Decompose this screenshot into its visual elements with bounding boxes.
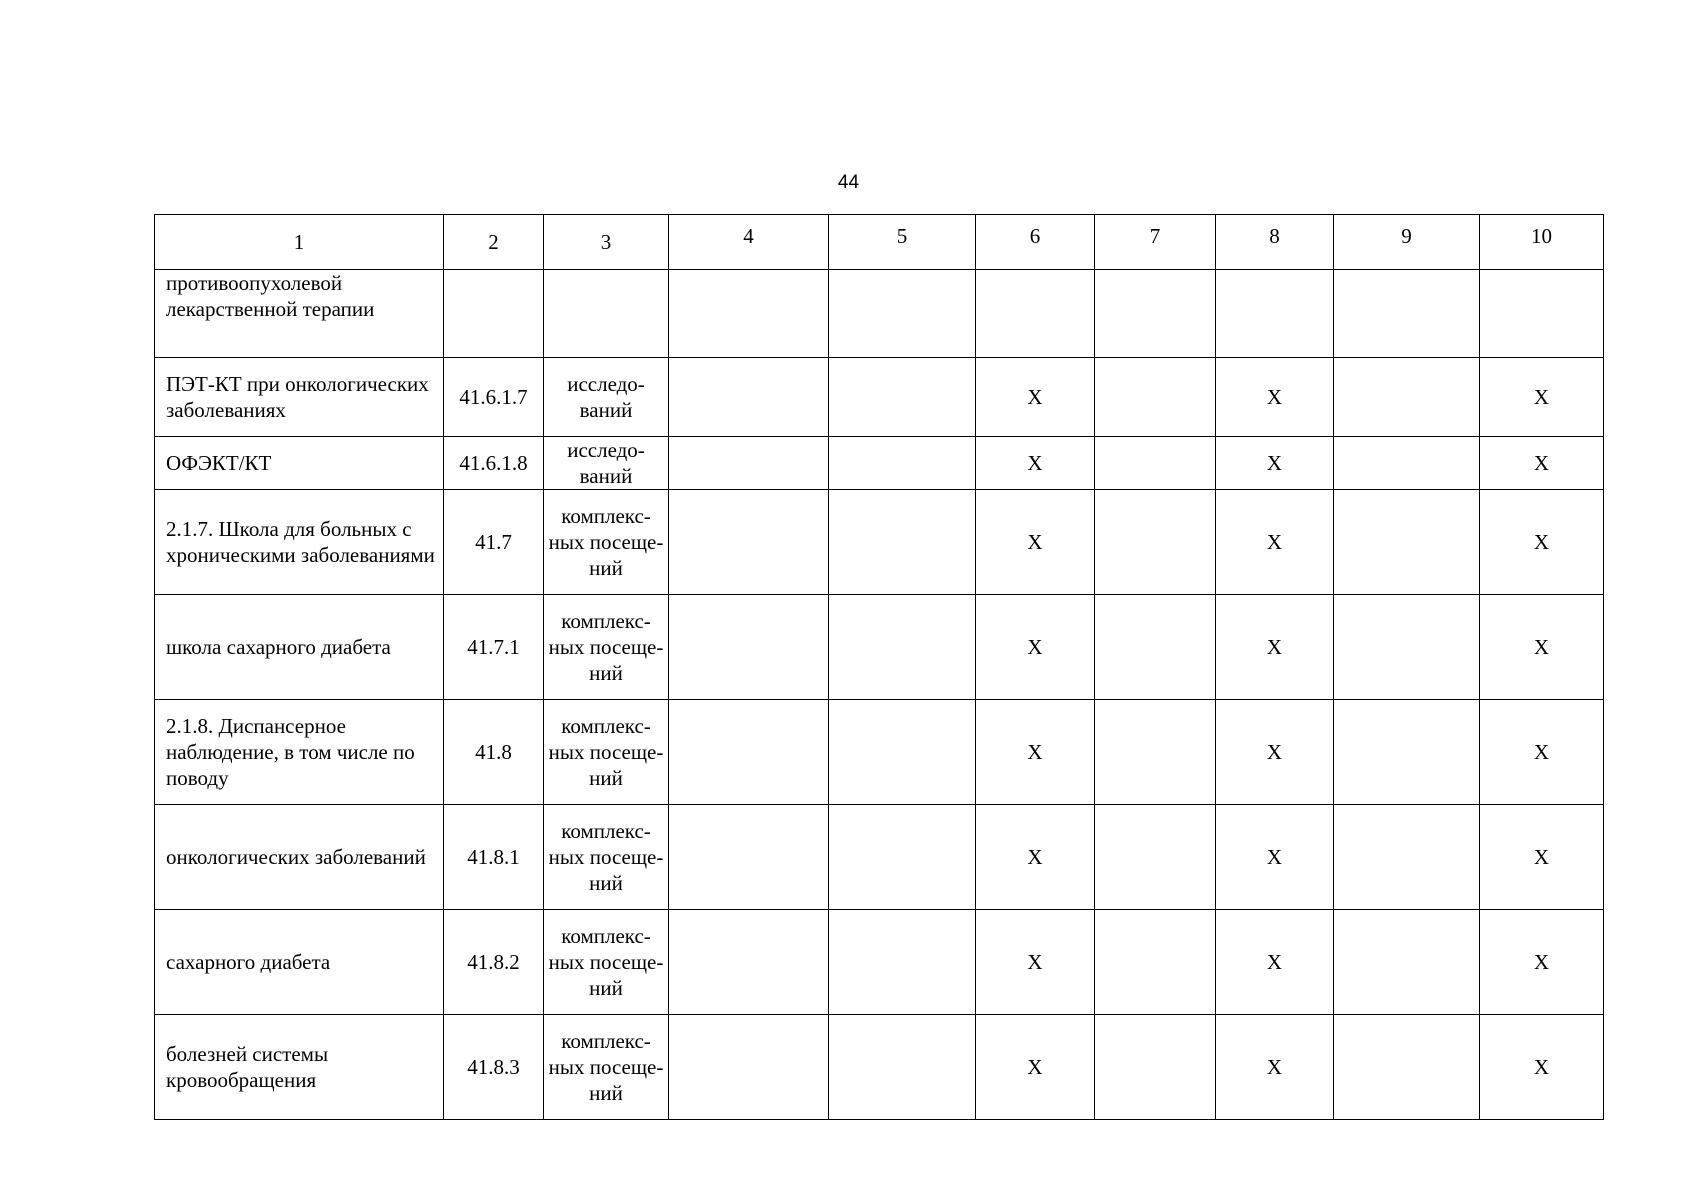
cell-col10: Х: [1480, 910, 1604, 1015]
row-code: 41.8.3: [444, 1015, 544, 1120]
row-name: ОФЭКТ/КТ: [155, 437, 444, 490]
cell-col4: [669, 490, 829, 595]
cell-col5: [829, 910, 976, 1015]
cell-col8: Х: [1216, 490, 1334, 595]
cell-col6: Х: [976, 910, 1095, 1015]
table-row: [155, 1015, 1604, 1120]
column-header-5: 5: [829, 215, 976, 270]
row-unit-text: комплекс-ных посеще-ний: [548, 819, 664, 895]
row-code: [444, 270, 544, 358]
cell-col8: Х: [1216, 595, 1334, 700]
cell-col9: [1334, 437, 1480, 490]
header-row: [155, 215, 1604, 270]
cell-col4: [669, 805, 829, 910]
cell-col10: Х: [1480, 490, 1604, 595]
column-header-8: 8: [1216, 215, 1334, 270]
row-unit: [544, 1015, 669, 1120]
row-unit: [544, 700, 669, 805]
table-row: [155, 490, 1604, 595]
column-header-4: 4: [669, 215, 829, 270]
row-name: 2.1.8. Диспансерное наблюдение, в том числе по поводу: [155, 700, 444, 805]
cell-col9: [1334, 805, 1480, 910]
table-row: [155, 910, 1604, 1015]
row-code: 41.7: [444, 490, 544, 595]
row-name: 2.1.7. Школа для больных с хроническими заболеваниями: [155, 490, 444, 595]
cell-col7: [1095, 490, 1216, 595]
cell-col4: [669, 1015, 829, 1120]
cell-col8: Х: [1216, 1015, 1334, 1120]
row-unit: [544, 437, 669, 490]
cell-col10: Х: [1480, 805, 1604, 910]
cell-col7: [1095, 437, 1216, 490]
table-row: [155, 437, 1604, 490]
cell-col10: Х: [1480, 1015, 1604, 1120]
cell-col4: [669, 700, 829, 805]
table-row: [155, 270, 1604, 358]
cell-col6: Х: [976, 805, 1095, 910]
cell-col5: [829, 437, 976, 490]
cell-col7: [1095, 358, 1216, 437]
row-unit-text: комплекс-ных посеще-ний: [548, 714, 664, 790]
row-unit: [544, 490, 669, 595]
row-name: противоопухолевой лекарственной терапии: [155, 270, 444, 358]
cell-col5: [829, 595, 976, 700]
cell-col5: [829, 358, 976, 437]
cell-col9: [1334, 1015, 1480, 1120]
row-code: 41.8: [444, 700, 544, 805]
cell-col10: Х: [1480, 700, 1604, 805]
row-name: сахарного диабета: [155, 910, 444, 1015]
column-header-1: 1: [155, 215, 444, 270]
row-code: 41.7.1: [444, 595, 544, 700]
cell-col8: Х: [1216, 805, 1334, 910]
row-code: 41.6.1.8: [444, 437, 544, 490]
row-name: ПЭТ-КТ при онкологических заболеваниях: [155, 358, 444, 437]
row-unit: [544, 805, 669, 910]
cell-col8: Х: [1216, 910, 1334, 1015]
table-row: [155, 805, 1604, 910]
row-code: 41.6.1.7: [444, 358, 544, 437]
column-header-3: 3: [544, 215, 669, 270]
table-row: [155, 595, 1604, 700]
cell-col4: [669, 910, 829, 1015]
cell-col8: Х: [1216, 700, 1334, 805]
cell-col7: [1095, 805, 1216, 910]
cell-col7: [1095, 700, 1216, 805]
row-unit-text: комплекс-ных посеще-ний: [548, 924, 664, 1000]
cell-col9: [1334, 490, 1480, 595]
cell-col5: [829, 1015, 976, 1120]
row-name: болезней системы кровообращения: [155, 1015, 444, 1120]
row-unit: [544, 910, 669, 1015]
data-table: [154, 214, 1604, 1120]
row-unit-text: исследо-ваний: [567, 438, 645, 488]
cell-col9: [1334, 358, 1480, 437]
cell-col6: Х: [976, 1015, 1095, 1120]
row-unit-text: комплекс-ных посеще-ний: [548, 1029, 664, 1105]
row-name: школа сахарного диабета: [155, 595, 444, 700]
column-header-10: 10: [1480, 215, 1604, 270]
cell-col7: [1095, 595, 1216, 700]
row-unit-text: комплекс-ных посеще-ний: [548, 504, 664, 580]
cell-col5: [829, 700, 976, 805]
cell-col10: Х: [1480, 358, 1604, 437]
row-unit: [544, 270, 669, 358]
cell-col7: [1095, 910, 1216, 1015]
cell-col4: [669, 270, 829, 358]
cell-col6: Х: [976, 358, 1095, 437]
table-row: [155, 700, 1604, 805]
row-unit: [544, 595, 669, 700]
cell-col8: [1216, 270, 1334, 358]
cell-col4: [669, 437, 829, 490]
cell-col8: Х: [1216, 437, 1334, 490]
page-number: 44: [837, 172, 860, 193]
cell-col5: [829, 270, 976, 358]
cell-col6: Х: [976, 595, 1095, 700]
row-code: 41.8.2: [444, 910, 544, 1015]
cell-col4: [669, 595, 829, 700]
column-header-2: 2: [444, 215, 544, 270]
row-unit: [544, 358, 669, 437]
cell-col10: Х: [1480, 595, 1604, 700]
cell-col9: [1334, 595, 1480, 700]
cell-col10: [1480, 270, 1604, 358]
row-unit-text: комплекс-ных посеще-ний: [548, 609, 664, 685]
row-unit-text: исследо-ваний: [567, 372, 645, 422]
cell-col6: Х: [976, 700, 1095, 805]
cell-col7: [1095, 1015, 1216, 1120]
cell-col7: [1095, 270, 1216, 358]
cell-col6: Х: [976, 490, 1095, 595]
column-header-7: 7: [1095, 215, 1216, 270]
column-header-9: 9: [1334, 215, 1480, 270]
cell-col6: [976, 270, 1095, 358]
cell-col6: Х: [976, 437, 1095, 490]
row-code: 41.8.1: [444, 805, 544, 910]
cell-col9: [1334, 270, 1480, 358]
cell-col5: [829, 805, 976, 910]
cell-col10: Х: [1480, 437, 1604, 490]
cell-col4: [669, 358, 829, 437]
cell-col8: Х: [1216, 358, 1334, 437]
row-name: онкологических заболеваний: [155, 805, 444, 910]
cell-col9: [1334, 700, 1480, 805]
cell-col5: [829, 490, 976, 595]
table-row: [155, 358, 1604, 437]
column-header-6: 6: [976, 215, 1095, 270]
cell-col9: [1334, 910, 1480, 1015]
